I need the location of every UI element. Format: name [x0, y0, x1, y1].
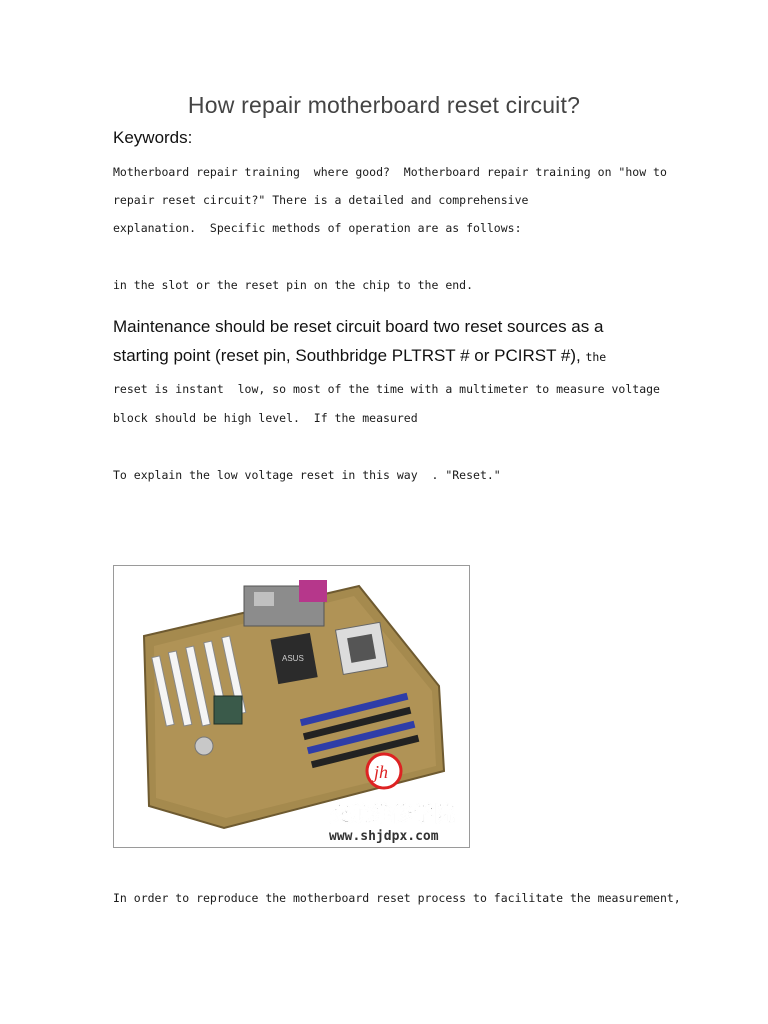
watermark-cn: 交航维修学院: [329, 802, 455, 826]
heading-line-2-text: starting point (reset pin, Southbridge PLTRST # or PCIRST #),: [113, 346, 586, 365]
heading-line-1: Maintenance should be reset circuit board two reset sources as a: [113, 317, 604, 336]
bios-battery: [195, 737, 213, 755]
heading-line-2: [113, 346, 606, 366]
paragraph-3-line-1: reset is instant low, so most of the time with a multimeter to measure voltage: [113, 382, 660, 396]
heading-line-2-tail: the: [585, 350, 607, 364]
paragraph-1-line-1: Motherboard repair training where good? Motherboard repair training on "how to: [113, 165, 667, 179]
paragraph-2-line-1: in the slot or the reset pin on the chip to the end.: [113, 278, 474, 292]
paragraph-5-line-1: In order to reproduce the motherboard reset process to facilitate the measurement,: [113, 891, 681, 905]
keywords-label: Keywords:: [113, 128, 193, 147]
paragraph-1-line-2: repair reset circuit?" There is a detailed and comprehensive: [113, 193, 529, 207]
motherboard-photo: [113, 565, 470, 848]
paragraph-1-line-3: explanation. Specific methods of operation are as follows:: [113, 221, 522, 235]
logo-text: jh: [374, 762, 389, 782]
paragraph-3-line-2: block should be high level. If the measured: [113, 411, 418, 425]
chipset: [214, 696, 242, 724]
paragraph-4-line-1: To explain the low voltage reset in this way . "Reset.": [113, 468, 501, 482]
watermark-url: www.shjdpx.com: [329, 829, 439, 844]
board-brand: ASUS: [282, 654, 304, 663]
page-title: How repair motherboard reset circuit?: [187, 92, 581, 118]
